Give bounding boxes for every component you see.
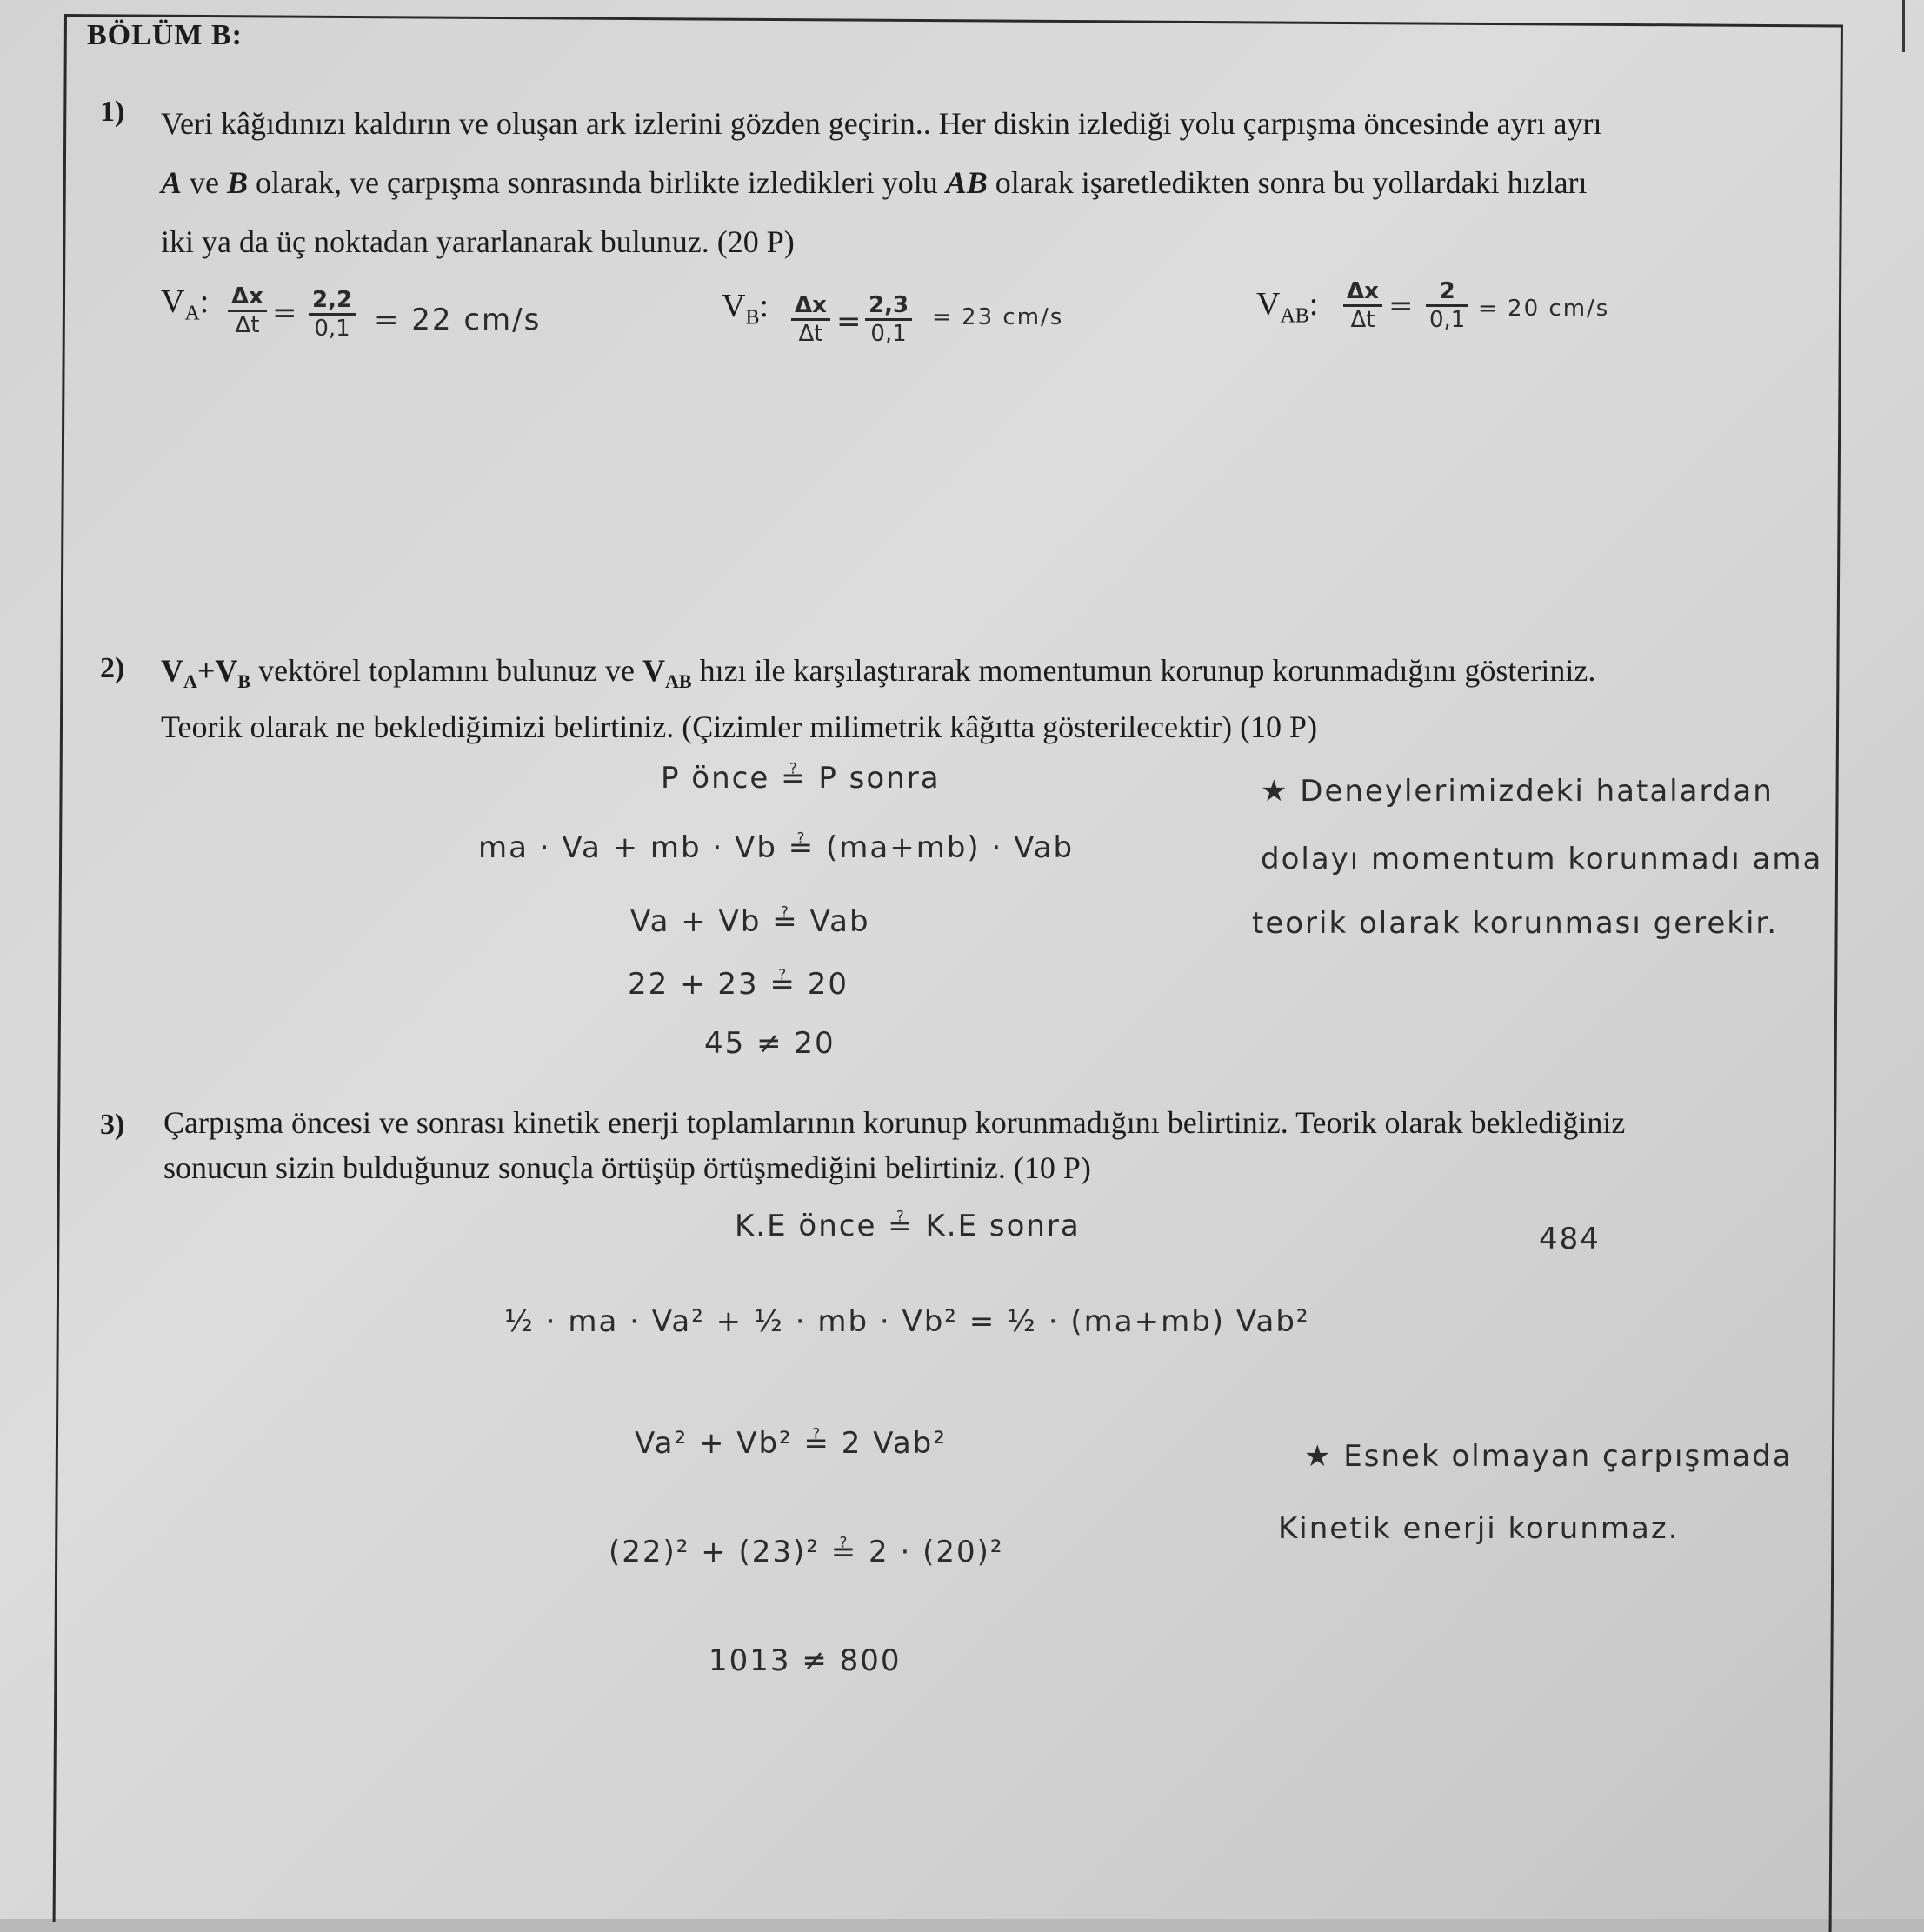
q3-work-line-1: K.E önce ≟ K.E sonra (735, 1209, 1081, 1243)
question-2-text (161, 648, 1821, 749)
question-3-text (163, 1100, 1846, 1190)
vab-label: $V_{AB}$: (1256, 286, 1319, 328)
q2-note-line-3: teorik olarak korunması gerekir. (1252, 906, 1779, 941)
vab-result: = 20 cm/s (1478, 296, 1610, 322)
q2-work-line-3: Va + Vb ≟ Vab (630, 904, 870, 939)
q3-note-line-1: ★ Esnek olmayan çarpışmada (1304, 1439, 1793, 1474)
va-equals: = (272, 296, 299, 330)
va-fraction-values: $\frac{2,2}{0,1}$ (309, 287, 356, 342)
q2-work-line-2: ma · Va + mb · Vb ≟ (ma+mb) · Vab (478, 830, 1075, 865)
q2-note-line-1: ★ Deneylerimizdeki hatalardan (1261, 774, 1774, 809)
vb-fraction-delta: $\frac{\Delta x}{\Delta t}$ (791, 292, 830, 347)
question-3-line-1: Çarpışma öncesi ve sonrası kinetik enerji toplamlarının korunup korunmadığını belirtiniz. Teorik olarak beklediğiniz (163, 1105, 1626, 1140)
question-2-line-2: Teorik olarak ne beklediğimizi belirtiniz. (Çizimler milimetrik kâğıtta gösterilecektir) (10 P) (161, 710, 1318, 745)
question-3-line-2: sonucun sizin bulduğunuz sonuçla örtüşüp örtüşmediğini belirtiniz. (10 P) (163, 1150, 1091, 1185)
q3-work-line-3: Va² + Vb² ≟ 2 Vab² (635, 1426, 947, 1461)
section-header: BÖLÜM B: (87, 19, 243, 51)
question-2-line-1: $V_A+V_B$ vektörel toplamını bulunuz ve $V_{AB}$ hızı ile karşılaştırarak momentumun korunup korunmadığını gösteriniz. (161, 653, 1596, 693)
question-1-text (161, 94, 1821, 271)
question-1-number: 1) (100, 96, 125, 128)
q3-work-line-5: 1013 ≠ 800 (709, 1643, 902, 1678)
question-1-line-1: Veri kâğıdınızı kaldırın ve oluşan ark izlerini gözden geçirin.. Her diskin izlediği yolu çarpışma öncesinde ayrı ayrı (161, 106, 1602, 141)
va-result: = 22 cm/s (374, 303, 542, 337)
question-1-line-3: iki ya da üç noktadan yararlanarak bulunuz. (20 P) (161, 224, 795, 259)
q2-work-line-4: 22 + 23 ≟ 20 (628, 967, 849, 1002)
paper-edge (1902, 0, 1905, 52)
q2-work-line-1: P önce ≟ P sonra (661, 761, 941, 796)
q3-work-line-2: ½ · ma · Va² + ½ · mb · Vb² = ½ · (ma+mb) Vab² (504, 1304, 1310, 1339)
vb-fraction-values: $\frac{2,3}{0,1}$ (865, 292, 912, 347)
q2-work-line-5: 45 ≠ 20 (704, 1026, 836, 1061)
va-label: $V_A$: (161, 283, 210, 325)
vb-equals: = (836, 304, 863, 339)
va-fraction-delta: $\frac{\Delta x}{\Delta t}$ (228, 283, 267, 338)
question-2-number: 2) (100, 652, 125, 684)
q2-note-line-2: dolayı momentum korunmadı ama (1261, 842, 1823, 876)
vab-fraction-values: $\frac{2}{0,1}$ (1426, 278, 1468, 333)
q3-note-line-2: Kinetik enerji korunmaz. (1278, 1511, 1680, 1546)
q3-side-number: 484 (1539, 1222, 1601, 1256)
q3-work-line-4: (22)² + (23)² ≟ 2 · (20)² (609, 1535, 1004, 1569)
vb-result: = 23 cm/s (932, 304, 1064, 330)
question-3-number: 3) (100, 1109, 125, 1141)
vab-equals: = (1388, 289, 1415, 323)
question-1-line-2: A ve B olarak, ve çarpışma sonrasında birlikte izledikleri yolu AB olarak işaretledikten sonra bu yollardaki hızları (161, 165, 1588, 200)
vb-label: $V_B$: (722, 288, 769, 330)
vab-fraction-delta: $\frac{\Delta x}{\Delta t}$ (1343, 278, 1382, 333)
